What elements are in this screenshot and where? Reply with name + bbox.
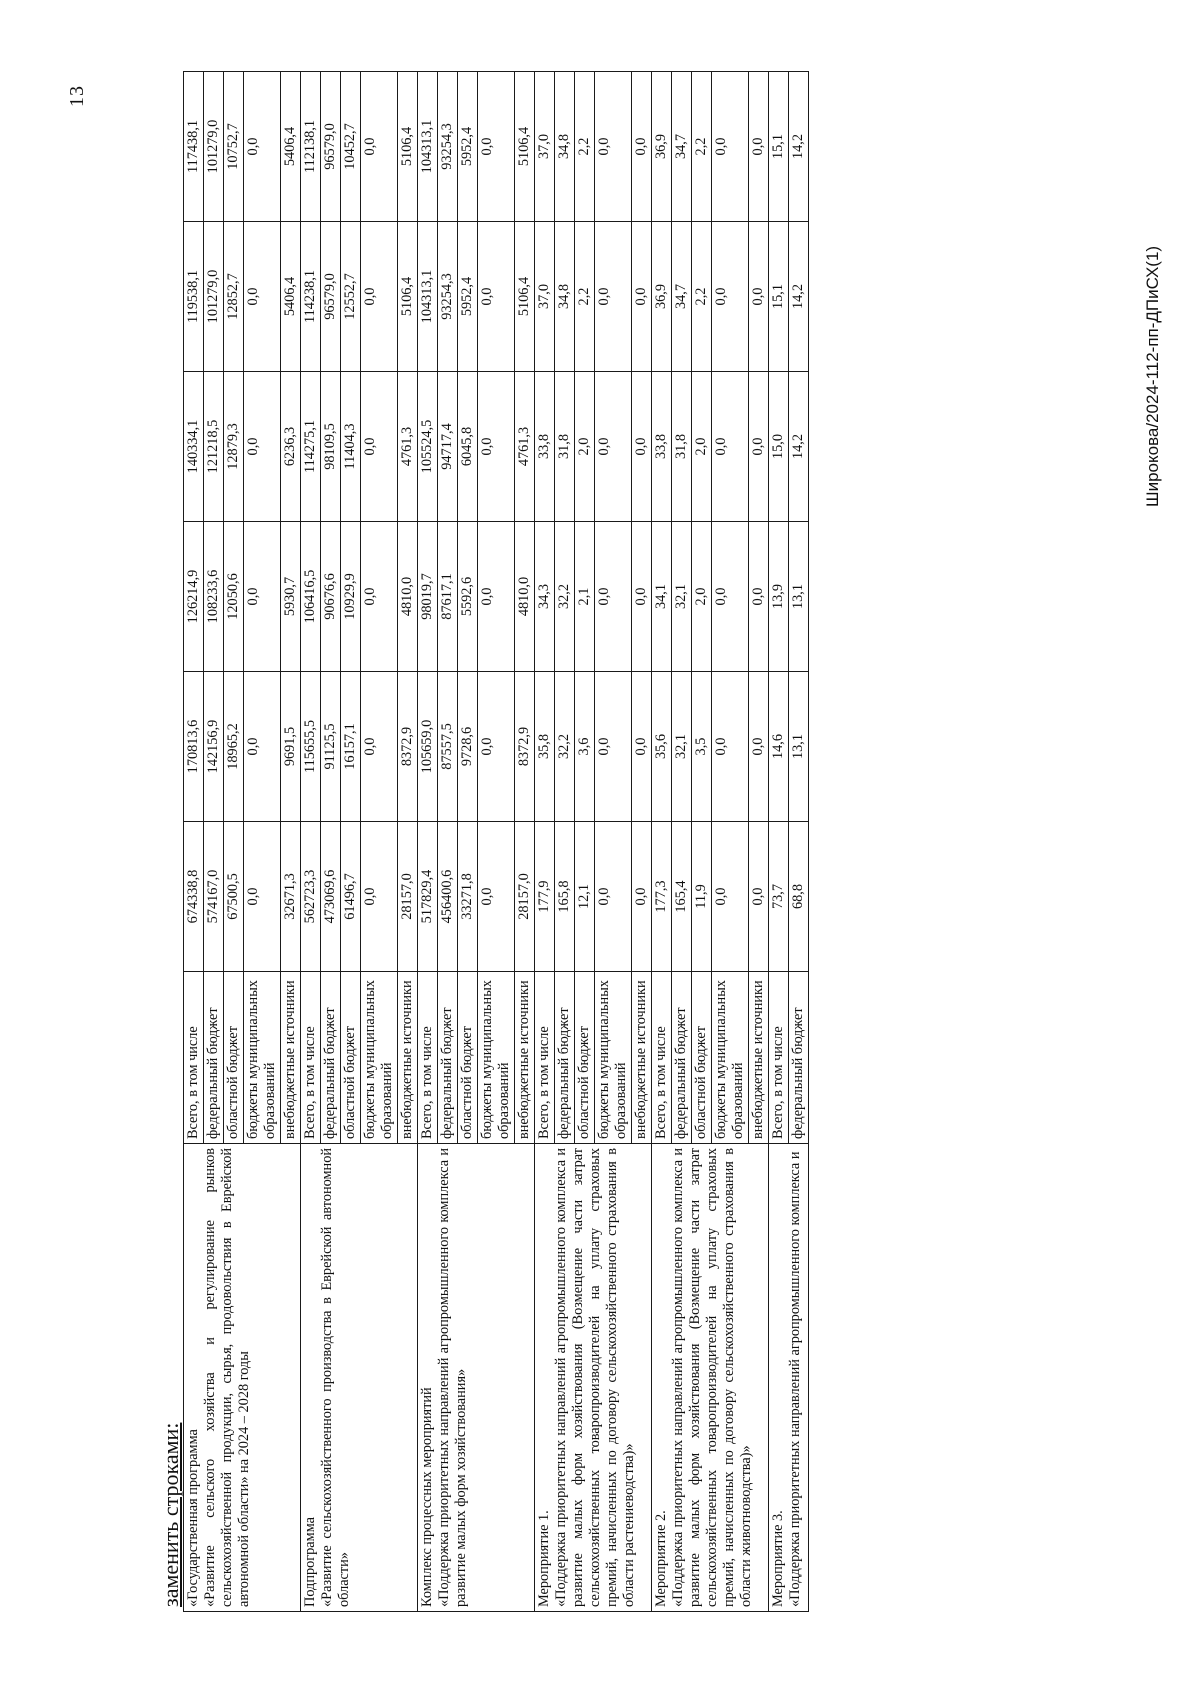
funding-source-label: Всего, в том числе — [418, 972, 438, 1144]
table-row — [418, 72, 438, 1612]
amount-cell: 31,8 — [672, 372, 692, 522]
amount-cell: 35,8 — [535, 672, 555, 822]
amount-cell: 11404,3 — [341, 372, 361, 522]
amount-cell: 16157,1 — [341, 672, 361, 822]
funding-source-label: федеральный бюджет — [555, 972, 575, 1144]
amount-cell: 87617,1 — [438, 522, 458, 672]
amount-cell: 0,0 — [244, 72, 281, 222]
funding-source-label: федеральный бюджет — [672, 972, 692, 1144]
funding-source-label: областной бюджет — [224, 972, 244, 1144]
amount-cell: 31,8 — [555, 372, 575, 522]
amount-cell: 12879,3 — [224, 372, 244, 522]
amount-cell: 117438,1 — [184, 72, 204, 222]
amount-cell: 3,5 — [692, 672, 712, 822]
amount-cell: 0,0 — [712, 822, 749, 972]
amount-cell: 0,0 — [244, 672, 281, 822]
amount-cell: 0,0 — [632, 822, 652, 972]
program-name-cell — [301, 1144, 418, 1612]
amount-cell: 32,2 — [555, 672, 575, 822]
amount-cell: 91125,5 — [321, 672, 341, 822]
financing-table — [183, 71, 809, 1612]
amount-cell: 3,6 — [575, 672, 595, 822]
amount-cell: 12552,7 — [341, 222, 361, 372]
amount-cell: 115655,5 — [301, 672, 321, 822]
amount-cell: 105524,5 — [418, 372, 438, 522]
amount-cell: 73,7 — [769, 822, 789, 972]
amount-cell: 0,0 — [632, 672, 652, 822]
amount-cell: 34,3 — [535, 522, 555, 672]
amount-cell: 165,8 — [555, 822, 575, 972]
amount-cell: 126214,9 — [184, 522, 204, 672]
amount-cell: 517829,4 — [418, 822, 438, 972]
amount-cell: 33,8 — [652, 372, 672, 522]
amount-cell: 34,7 — [672, 222, 692, 372]
program-description: «Поддержка приоритетных направлений агропромышленного комплекса и — [787, 1151, 803, 1607]
program-name-cell — [535, 1144, 652, 1612]
amount-cell: 10752,7 — [224, 72, 244, 222]
amount-cell: 34,8 — [555, 222, 575, 372]
amount-cell: 34,1 — [652, 522, 672, 672]
amount-cell: 14,2 — [789, 72, 809, 222]
program-name-cell — [652, 1144, 769, 1612]
amount-cell: 0,0 — [749, 672, 769, 822]
amount-cell: 2,1 — [575, 522, 595, 672]
table-row — [652, 72, 672, 1612]
program-name-cell — [418, 1144, 535, 1612]
amount-cell: 9691,5 — [281, 672, 301, 822]
amount-cell: 87557,5 — [438, 672, 458, 822]
program-description: «Поддержка приоритетных направлений агропромышленного комплекса и развитие малых форм хозяйствования (Возмещение части затрат сельскохозяйственных товаропроизводителей на уплату страховых премий, начисленных по договору сельскохозяйственного страхования в области животноводства)» — [670, 1148, 754, 1607]
amount-cell: 32,1 — [672, 672, 692, 822]
amount-cell: 8372,9 — [515, 672, 535, 822]
amount-cell: 0,0 — [361, 522, 398, 672]
amount-cell: 105659,0 — [418, 672, 438, 822]
amount-cell: 9728,6 — [458, 672, 478, 822]
amount-cell: 37,0 — [535, 72, 555, 222]
amount-cell: 0,0 — [478, 372, 515, 522]
amount-cell: 0,0 — [749, 372, 769, 522]
amount-cell: 2,2 — [575, 222, 595, 372]
amount-cell: 0,0 — [478, 672, 515, 822]
amount-cell: 14,6 — [769, 672, 789, 822]
program-name-cell — [769, 1144, 809, 1612]
amount-cell: 5106,4 — [515, 72, 535, 222]
funding-source-label: федеральный бюджет — [204, 972, 224, 1144]
amount-cell: 2,0 — [575, 372, 595, 522]
amount-cell: 574167,0 — [204, 822, 224, 972]
amount-cell: 98109,5 — [321, 372, 341, 522]
amount-cell: 94717,4 — [438, 372, 458, 522]
amount-cell: 0,0 — [712, 72, 749, 222]
amount-cell: 68,8 — [789, 822, 809, 972]
amount-cell: 0,0 — [749, 222, 769, 372]
amount-cell: 0,0 — [749, 522, 769, 672]
amount-cell: 2,0 — [692, 522, 712, 672]
amount-cell: 13,1 — [789, 522, 809, 672]
amount-cell: 0,0 — [749, 822, 769, 972]
amount-cell: 14,2 — [789, 372, 809, 522]
funding-source-label: бюджеты муниципальных образований — [244, 972, 281, 1144]
amount-cell: 34,7 — [672, 72, 692, 222]
amount-cell: 36,9 — [652, 222, 672, 372]
amount-cell: 0,0 — [478, 822, 515, 972]
amount-cell: 96579,0 — [321, 222, 341, 372]
amount-cell: 0,0 — [595, 372, 632, 522]
program-description: «Поддержка приоритетных направлений агропромышленного комплекса и развитие малых форм хозяйствования (Возмещение части затрат сельскохозяйственных товаропроизводителей на уплату страховых премий, начисленных по договору сельскохозяйственного страхования в области растениеводства)» — [553, 1148, 637, 1607]
amount-cell: 6045,8 — [458, 372, 478, 522]
amount-cell: 36,9 — [652, 72, 672, 222]
amount-cell: 0,0 — [712, 672, 749, 822]
funding-source-label: Всего, в том числе — [535, 972, 555, 1144]
amount-cell: 32671,3 — [281, 822, 301, 972]
funding-source-label: федеральный бюджет — [321, 972, 341, 1144]
amount-cell: 5592,6 — [458, 522, 478, 672]
amount-cell: 11,9 — [692, 822, 712, 972]
amount-cell: 67500,5 — [224, 822, 244, 972]
amount-cell: 101279,0 — [204, 72, 224, 222]
program-title: «Государственная программа — [185, 1429, 201, 1607]
amount-cell: 10929,9 — [341, 522, 361, 672]
amount-cell: 96579,0 — [321, 72, 341, 222]
amount-cell: 5930,7 — [281, 522, 301, 672]
amount-cell: 0,0 — [361, 672, 398, 822]
amount-cell: 6236,3 — [281, 372, 301, 522]
program-title: Комплекс процессных мероприятий — [419, 1387, 435, 1607]
amount-cell: 104313,1 — [418, 72, 438, 222]
amount-cell: 90676,6 — [321, 522, 341, 672]
funding-source-label: областной бюджет — [575, 972, 595, 1144]
page-number: 13 — [66, 85, 88, 107]
amount-cell: 674338,8 — [184, 822, 204, 972]
amount-cell: 0,0 — [244, 372, 281, 522]
program-title: Мероприятие 1. — [536, 1510, 552, 1607]
amount-cell: 0,0 — [712, 522, 749, 672]
amount-cell: 5952,4 — [458, 222, 478, 372]
amount-cell: 93254,3 — [438, 72, 458, 222]
amount-cell: 2,2 — [692, 72, 712, 222]
program-description: «Развитие сельскохозяйственного производства в Еврейской автономной области» — [319, 1148, 352, 1607]
amount-cell: 114238,1 — [301, 222, 321, 372]
amount-cell: 0,0 — [632, 372, 652, 522]
amount-cell: 114275,1 — [301, 372, 321, 522]
amount-cell: 33,8 — [535, 372, 555, 522]
amount-cell: 473069,6 — [321, 822, 341, 972]
amount-cell: 0,0 — [595, 72, 632, 222]
funding-source-label: федеральный бюджет — [438, 972, 458, 1144]
amount-cell: 61496,7 — [341, 822, 361, 972]
funding-source-label: внебюджетные источники — [281, 972, 301, 1144]
amount-cell: 106416,5 — [301, 522, 321, 672]
program-title: Мероприятие 3. — [770, 1510, 786, 1607]
amount-cell: 140334,1 — [184, 372, 204, 522]
amount-cell: 12050,6 — [224, 522, 244, 672]
program-name-cell — [184, 1144, 301, 1612]
funding-source-label: бюджеты муниципальных образований — [712, 972, 749, 1144]
amount-cell: 0,0 — [632, 222, 652, 372]
heading: заменить строками: — [158, 1422, 183, 1607]
amount-cell: 456400,6 — [438, 822, 458, 972]
table-row — [184, 72, 204, 1612]
amount-cell: 165,4 — [672, 822, 692, 972]
amount-cell: 0,0 — [595, 822, 632, 972]
amount-cell: 0,0 — [712, 372, 749, 522]
amount-cell: 15,0 — [769, 372, 789, 522]
amount-cell: 119538,1 — [184, 222, 204, 372]
amount-cell: 35,6 — [652, 672, 672, 822]
amount-cell: 14,2 — [789, 222, 809, 372]
amount-cell: 18965,2 — [224, 672, 244, 822]
amount-cell: 34,8 — [555, 72, 575, 222]
amount-cell: 0,0 — [478, 72, 515, 222]
table-row — [535, 72, 555, 1612]
amount-cell: 104313,1 — [418, 222, 438, 372]
footer-reference: Широкова/2024-112-пп-ДПиСХ(1) — [1143, 245, 1162, 507]
amount-cell: 5106,4 — [398, 72, 418, 222]
amount-cell: 4810,0 — [398, 522, 418, 672]
table-row — [769, 72, 789, 1612]
funding-source-label: областной бюджет — [692, 972, 712, 1144]
funding-source-label: внебюджетные источники — [398, 972, 418, 1144]
amount-cell: 5106,4 — [398, 222, 418, 372]
amount-cell: 2,2 — [575, 72, 595, 222]
program-description: «Развитие сельского хозяйства и регулирование рынков сельскохозяйственной продукции, сырья, продовольствия в Еврейской автономной области» на 2024 – 2028 годы — [202, 1148, 252, 1607]
amount-cell: 0,0 — [478, 222, 515, 372]
amount-cell: 562723,3 — [301, 822, 321, 972]
amount-cell: 10452,7 — [341, 72, 361, 222]
amount-cell: 2,0 — [692, 372, 712, 522]
funding-source-label: федеральный бюджет — [789, 972, 809, 1144]
amount-cell: 170813,6 — [184, 672, 204, 822]
amount-cell: 5106,4 — [515, 222, 535, 372]
funding-source-label: бюджеты муниципальных образований — [478, 972, 515, 1144]
amount-cell: 0,0 — [632, 72, 652, 222]
amount-cell: 12852,7 — [224, 222, 244, 372]
amount-cell: 93254,3 — [438, 222, 458, 372]
amount-cell: 177,3 — [652, 822, 672, 972]
amount-cell: 37,0 — [535, 222, 555, 372]
amount-cell: 0,0 — [478, 522, 515, 672]
funding-source-label: областной бюджет — [458, 972, 478, 1144]
amount-cell: 32,1 — [672, 522, 692, 672]
amount-cell: 12,1 — [575, 822, 595, 972]
funding-source-label: бюджеты муниципальных образований — [361, 972, 398, 1144]
amount-cell: 13,1 — [789, 672, 809, 822]
amount-cell: 0,0 — [595, 222, 632, 372]
amount-cell: 108233,6 — [204, 522, 224, 672]
funding-source-label: внебюджетные источники — [632, 972, 652, 1144]
amount-cell: 0,0 — [595, 522, 632, 672]
amount-cell: 13,9 — [769, 522, 789, 672]
amount-cell: 112138,1 — [301, 72, 321, 222]
funding-source-label: внебюджетные источники — [749, 972, 769, 1144]
amount-cell: 5406,4 — [281, 72, 301, 222]
amount-cell: 15,1 — [769, 72, 789, 222]
amount-cell: 0,0 — [712, 222, 749, 372]
amount-cell: 0,0 — [361, 822, 398, 972]
program-title: Мероприятие 2. — [653, 1510, 669, 1607]
amount-cell: 121218,5 — [204, 372, 224, 522]
amount-cell: 28157,0 — [398, 822, 418, 972]
program-title: Подпрограмма — [302, 1517, 318, 1607]
amount-cell: 0,0 — [361, 72, 398, 222]
amount-cell: 0,0 — [244, 822, 281, 972]
amount-cell: 8372,9 — [398, 672, 418, 822]
amount-cell: 32,2 — [555, 522, 575, 672]
amount-cell: 2,2 — [692, 222, 712, 372]
amount-cell: 98019,7 — [418, 522, 438, 672]
amount-cell: 0,0 — [361, 372, 398, 522]
amount-cell: 101279,0 — [204, 222, 224, 372]
funding-source-label: областной бюджет — [341, 972, 361, 1144]
amount-cell: 4810,0 — [515, 522, 535, 672]
amount-cell: 5952,4 — [458, 72, 478, 222]
amount-cell: 0,0 — [361, 222, 398, 372]
amount-cell: 177,9 — [535, 822, 555, 972]
amount-cell: 4761,3 — [515, 372, 535, 522]
amount-cell: 0,0 — [632, 522, 652, 672]
amount-cell: 0,0 — [244, 222, 281, 372]
amount-cell: 4761,3 — [398, 372, 418, 522]
amount-cell: 0,0 — [749, 72, 769, 222]
amount-cell: 0,0 — [595, 672, 632, 822]
funding-source-label: Всего, в том числе — [301, 972, 321, 1144]
table-row — [301, 72, 321, 1612]
amount-cell: 0,0 — [244, 522, 281, 672]
amount-cell: 33271,8 — [458, 822, 478, 972]
amount-cell: 15,1 — [769, 222, 789, 372]
funding-source-label: Всего, в том числе — [184, 972, 204, 1144]
funding-source-label: Всего, в том числе — [652, 972, 672, 1144]
amount-cell: 28157,0 — [515, 822, 535, 972]
funding-source-label: внебюджетные источники — [515, 972, 535, 1144]
funding-source-label: Всего, в том числе — [769, 972, 789, 1144]
funding-source-label: бюджеты муниципальных образований — [595, 972, 632, 1144]
program-description: «Поддержка приоритетных направлений агропромышленного комплекса и развитие малых форм хозяйствования» — [436, 1148, 469, 1607]
amount-cell: 142156,9 — [204, 672, 224, 822]
amount-cell: 5406,4 — [281, 222, 301, 372]
